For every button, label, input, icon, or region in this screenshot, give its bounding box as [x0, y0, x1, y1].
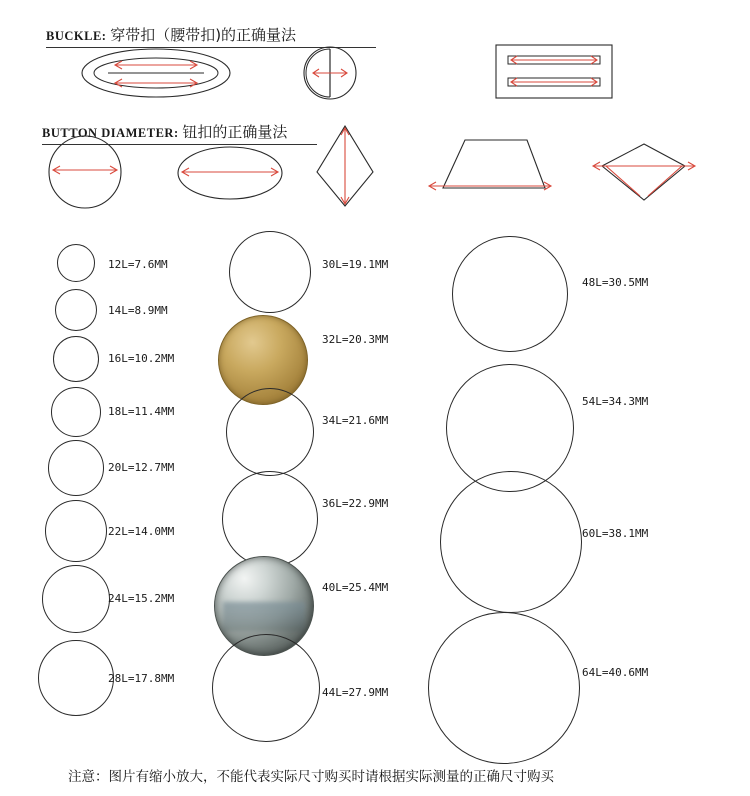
button-sample-30l	[229, 231, 311, 313]
button-sample-34l	[226, 388, 314, 476]
button-sample-60l	[440, 471, 582, 613]
shape-kite	[602, 144, 685, 200]
button-label-48l: 48L=30.5MM	[582, 276, 649, 289]
button-sample-18l	[51, 387, 101, 437]
button-sample-36l	[222, 471, 318, 567]
button-sample-14l	[55, 289, 97, 331]
shape-trapezoid	[443, 140, 545, 188]
buckle-keyword: BUCKLE:	[46, 29, 107, 43]
buckle-rect-outline	[496, 45, 612, 98]
button-label-32l: 32L=20.3MM	[322, 333, 389, 346]
button-sample-22l	[45, 500, 107, 562]
button-sample-24l	[42, 565, 110, 633]
button-label-22l: 22L=14.0MM	[108, 525, 175, 538]
button-sample-16l	[53, 336, 99, 382]
button-sample-64l	[428, 612, 580, 764]
shape-kite-arrow-d2	[648, 166, 682, 196]
button-label-12l: 12L=7.6MM	[108, 258, 168, 271]
shape-ellipse	[178, 147, 282, 199]
button-sample-20l	[48, 440, 104, 496]
shape-circle	[49, 136, 121, 208]
button-label-14l: 14L=8.9MM	[108, 304, 168, 317]
button-label-54l: 54L=34.3MM	[582, 395, 649, 408]
button-label-20l: 20L=12.7MM	[108, 461, 175, 474]
button-keyword: BUTTON DIAMETER:	[42, 126, 179, 140]
button-label-60l: 60L=38.1MM	[582, 527, 649, 540]
button-label-44l: 44L=27.9MM	[322, 686, 389, 699]
button-title: 钮扣的正确量法	[182, 123, 288, 141]
buckle-diagrams	[80, 40, 640, 106]
button-label-36l: 36L=22.9MM	[322, 497, 389, 510]
footer-note: 注意：图片有缩小放大，不能代表实际尺寸购买时请根据实际测量的正确尺寸购买	[68, 769, 554, 785]
button-label-18l: 18L=11.4MM	[108, 405, 175, 418]
button-shape-diagrams	[40, 118, 710, 214]
button-label-64l: 64L=40.6MM	[582, 666, 649, 679]
button-label-30l: 30L=19.1MM	[322, 258, 389, 271]
button-sample-12l	[57, 244, 95, 282]
button-sample-44l	[212, 634, 320, 742]
button-sample-48l	[452, 236, 568, 352]
button-label-24l: 24L=15.2MM	[108, 592, 175, 605]
button-label-34l: 34L=21.6MM	[322, 414, 389, 427]
shape-kite-arrow-d1	[606, 166, 640, 196]
button-sample-28l	[38, 640, 114, 716]
buckle-title: 穿带扣（腰带扣)的正确量法	[110, 26, 297, 44]
button-label-16l: 16L=10.2MM	[108, 352, 175, 365]
button-label-40l: 40L=25.4MM	[322, 581, 389, 594]
button-label-28l: 28L=17.8MM	[108, 672, 175, 685]
